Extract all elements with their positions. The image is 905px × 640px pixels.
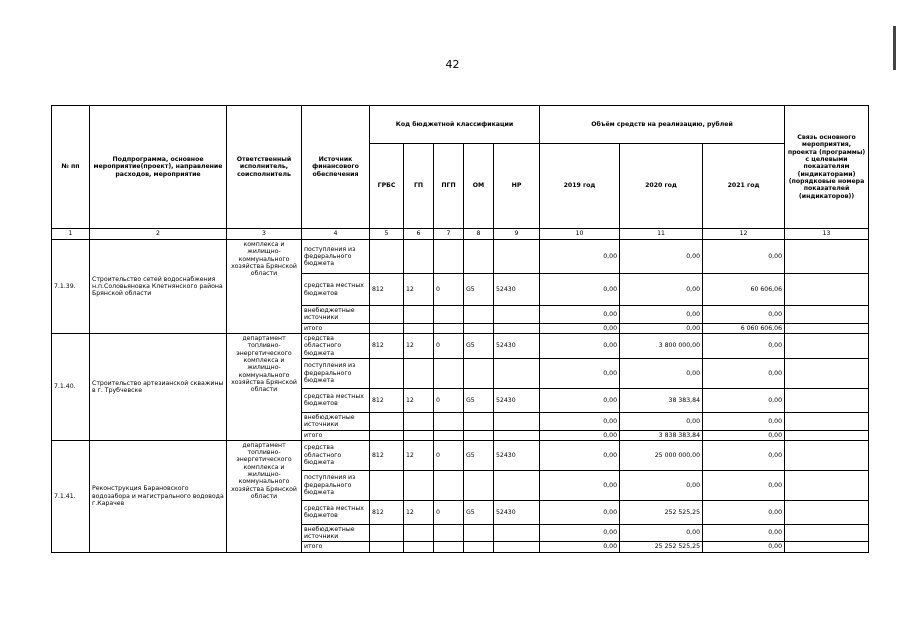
amount-2020: 25 252 525,25 <box>620 542 703 552</box>
section-executor: департамент топливно-энергетического комплекса и жилищно-коммунального хозяйства Брянской области <box>227 440 302 552</box>
header-source: Источник финансового обеспечения <box>302 106 370 229</box>
amount-2019: 0,00 <box>540 333 620 358</box>
header-executor: Ответственный исполнитель, соисполнитель <box>227 106 302 229</box>
table-row <box>52 240 869 274</box>
header-budget-code-group: Код бюджетной классификации <box>370 106 540 144</box>
amount-2019: 0,00 <box>540 430 620 440</box>
code-gp: 12 <box>404 333 434 358</box>
section-title: Строительство сетей водоснабжения н.п.Соловьяновка Клетнянского района Брянской области <box>90 240 227 334</box>
amount-2019: 0,00 <box>540 542 620 552</box>
table-body <box>52 240 869 553</box>
code-gp <box>404 430 434 440</box>
code-gp <box>404 240 434 274</box>
code-grbs: 812 <box>370 388 404 412</box>
amount-2020: 0,00 <box>620 358 703 388</box>
amount-2019: 0,00 <box>540 524 620 542</box>
header-link: Связь основного мероприятия, проекта (программы) с целевыми показателям (индикаторами) (порядковые номера показателей (индикаторов)) <box>785 106 869 229</box>
amount-2019: 0,00 <box>540 358 620 388</box>
funding-source: внебюджетные источники <box>302 306 370 324</box>
code-om <box>464 524 494 542</box>
code-grbs: 812 <box>370 500 404 524</box>
table-row <box>52 440 869 470</box>
funding-source: поступления из федерального бюджета <box>302 358 370 388</box>
amount-2020: 3 800 000,00 <box>620 333 703 358</box>
code-pgp <box>434 306 464 324</box>
code-gp <box>404 306 434 324</box>
code-grbs <box>370 542 404 552</box>
code-om: G5 <box>464 274 494 306</box>
indicator-link <box>785 470 869 500</box>
code-pgp <box>434 240 464 274</box>
header-2020: 2020 год <box>620 144 703 229</box>
amount-2019: 0,00 <box>540 323 620 333</box>
amount-2021: 0,00 <box>703 306 785 324</box>
code-om <box>464 470 494 500</box>
amount-2020: 0,00 <box>620 524 703 542</box>
header-gp: ГП <box>404 144 434 229</box>
code-pgp <box>434 470 464 500</box>
scan-edge-mark <box>893 26 896 70</box>
code-gp <box>404 412 434 430</box>
section-title: Реконструкция Барановского водозабора и магистрального водовода г.Карачев <box>90 440 227 552</box>
code-grbs <box>370 412 404 430</box>
funding-source: итого <box>302 542 370 552</box>
code-grbs <box>370 358 404 388</box>
code-np <box>494 524 540 542</box>
code-om <box>464 430 494 440</box>
section-executor: департамент топливно-энергетического комплекса и жилищно-коммунального хозяйства Брянской области <box>227 333 302 440</box>
amount-2021: 6 060 606,06 <box>703 323 785 333</box>
amount-2021: 0,00 <box>703 388 785 412</box>
header-subprogram: Подпрограмма, основное мероприятие(проект), направление расходов, мероприятие <box>90 106 227 229</box>
column-number: 1 <box>52 229 90 240</box>
column-number-row <box>52 229 869 240</box>
column-number: 2 <box>90 229 227 240</box>
code-pgp <box>434 412 464 430</box>
code-om <box>464 306 494 324</box>
funding-source: средства областного бюджета <box>302 333 370 358</box>
indicator-link <box>785 358 869 388</box>
code-np: 52430 <box>494 274 540 306</box>
amount-2020: 25 000 000,00 <box>620 440 703 470</box>
amount-2019: 0,00 <box>540 470 620 500</box>
code-gp <box>404 323 434 333</box>
code-pgp <box>434 323 464 333</box>
funding-source: итого <box>302 323 370 333</box>
funding-source: поступления из федерального бюджета <box>302 470 370 500</box>
code-pgp: 0 <box>434 333 464 358</box>
indicator-link <box>785 333 869 358</box>
amount-2019: 0,00 <box>540 500 620 524</box>
section-number: 7.1.41. <box>52 440 90 552</box>
amount-2021: 0,00 <box>703 430 785 440</box>
code-np: 52430 <box>494 440 540 470</box>
code-pgp: 0 <box>434 274 464 306</box>
funding-source: средства местных бюджетов <box>302 388 370 412</box>
code-grbs <box>370 240 404 274</box>
funding-source: внебюджетные источники <box>302 524 370 542</box>
amount-2021: 0,00 <box>703 440 785 470</box>
code-np: 52430 <box>494 333 540 358</box>
page-number: 42 <box>445 58 460 71</box>
amount-2019: 0,00 <box>540 240 620 274</box>
header-2019: 2019 год <box>540 144 620 229</box>
amount-2021: 0,00 <box>703 542 785 552</box>
column-number: 4 <box>302 229 370 240</box>
amount-2020: 0,00 <box>620 470 703 500</box>
amount-2019: 0,00 <box>540 440 620 470</box>
code-np <box>494 542 540 552</box>
amount-2019: 0,00 <box>540 274 620 306</box>
section-title: Строительство артезианской скважины в г. Трубчевске <box>90 333 227 440</box>
code-np <box>494 323 540 333</box>
code-om: G5 <box>464 500 494 524</box>
code-om <box>464 358 494 388</box>
column-number: 10 <box>540 229 620 240</box>
funding-source: средства местных бюджетов <box>302 500 370 524</box>
code-grbs <box>370 430 404 440</box>
indicator-link <box>785 500 869 524</box>
amount-2021: 60 606,06 <box>703 274 785 306</box>
column-number: 11 <box>620 229 703 240</box>
indicator-link <box>785 274 869 306</box>
funding-source: внебюджетные источники <box>302 412 370 430</box>
column-number: 7 <box>434 229 464 240</box>
header-grbs: ГРБС <box>370 144 404 229</box>
amount-2021: 0,00 <box>703 500 785 524</box>
header-2021: 2021 год <box>703 144 785 229</box>
amount-2021: 0,00 <box>703 470 785 500</box>
amount-2021: 0,00 <box>703 524 785 542</box>
code-gp: 12 <box>404 440 434 470</box>
amount-2020: 0,00 <box>620 323 703 333</box>
code-pgp: 0 <box>434 500 464 524</box>
column-number: 6 <box>404 229 434 240</box>
indicator-link <box>785 542 869 552</box>
code-gp: 12 <box>404 388 434 412</box>
section-number: 7.1.40. <box>52 333 90 440</box>
code-om <box>464 323 494 333</box>
amount-2020: 0,00 <box>620 240 703 274</box>
amount-2021: 0,00 <box>703 333 785 358</box>
header-pgp: ПГП <box>434 144 464 229</box>
code-pgp <box>434 542 464 552</box>
code-grbs: 812 <box>370 440 404 470</box>
budget-table <box>51 105 869 553</box>
header-num: № пп <box>52 106 90 229</box>
code-om <box>464 240 494 274</box>
indicator-link <box>785 306 869 324</box>
column-number: 9 <box>494 229 540 240</box>
column-number: 13 <box>785 229 869 240</box>
amount-2020: 0,00 <box>620 274 703 306</box>
code-grbs <box>370 323 404 333</box>
code-pgp <box>434 430 464 440</box>
header-om: ОМ <box>464 144 494 229</box>
code-pgp <box>434 524 464 542</box>
amount-2021: 0,00 <box>703 240 785 274</box>
amount-2021: 0,00 <box>703 412 785 430</box>
code-grbs <box>370 524 404 542</box>
code-np <box>494 240 540 274</box>
code-gp <box>404 358 434 388</box>
code-pgp: 0 <box>434 440 464 470</box>
code-gp <box>404 524 434 542</box>
code-pgp <box>434 358 464 388</box>
code-gp <box>404 542 434 552</box>
amount-2020: 3 838 383,84 <box>620 430 703 440</box>
code-grbs: 812 <box>370 274 404 306</box>
code-np <box>494 470 540 500</box>
header-np: НР <box>494 144 540 229</box>
amount-2020: 0,00 <box>620 306 703 324</box>
funding-source: поступления из федерального бюджета <box>302 240 370 274</box>
code-grbs <box>370 470 404 500</box>
column-number: 3 <box>227 229 302 240</box>
code-np: 52430 <box>494 500 540 524</box>
indicator-link <box>785 440 869 470</box>
code-om: G5 <box>464 388 494 412</box>
amount-2019: 0,00 <box>540 388 620 412</box>
column-number: 5 <box>370 229 404 240</box>
code-gp <box>404 470 434 500</box>
table-row <box>52 333 869 358</box>
column-number: 8 <box>464 229 494 240</box>
section-executor: комплекса и жилищно-коммунального хозяйства Брянской области <box>227 240 302 334</box>
funding-source: итого <box>302 430 370 440</box>
code-np <box>494 412 540 430</box>
code-om <box>464 412 494 430</box>
code-np <box>494 306 540 324</box>
funding-source: средства местных бюджетов <box>302 274 370 306</box>
code-np <box>494 358 540 388</box>
code-om: G5 <box>464 440 494 470</box>
code-om: G5 <box>464 333 494 358</box>
code-grbs: 812 <box>370 333 404 358</box>
code-np: 52430 <box>494 388 540 412</box>
amount-2020: 0,00 <box>620 412 703 430</box>
section-number: 7.1.39. <box>52 240 90 334</box>
code-gp: 12 <box>404 500 434 524</box>
funding-source: средства областного бюджета <box>302 440 370 470</box>
code-pgp: 0 <box>434 388 464 412</box>
header-volume-group: Объём средств на реализацию, рублей <box>540 106 785 144</box>
indicator-link <box>785 323 869 333</box>
code-grbs <box>370 306 404 324</box>
indicator-link <box>785 388 869 412</box>
indicator-link <box>785 524 869 542</box>
amount-2020: 252 525,25 <box>620 500 703 524</box>
amount-2021: 0,00 <box>703 358 785 388</box>
indicator-link <box>785 240 869 274</box>
code-gp: 12 <box>404 274 434 306</box>
amount-2019: 0,00 <box>540 306 620 324</box>
indicator-link <box>785 412 869 430</box>
code-np <box>494 430 540 440</box>
amount-2019: 0,00 <box>540 412 620 430</box>
indicator-link <box>785 430 869 440</box>
column-number: 12 <box>703 229 785 240</box>
code-om <box>464 542 494 552</box>
amount-2020: 38 383,84 <box>620 388 703 412</box>
